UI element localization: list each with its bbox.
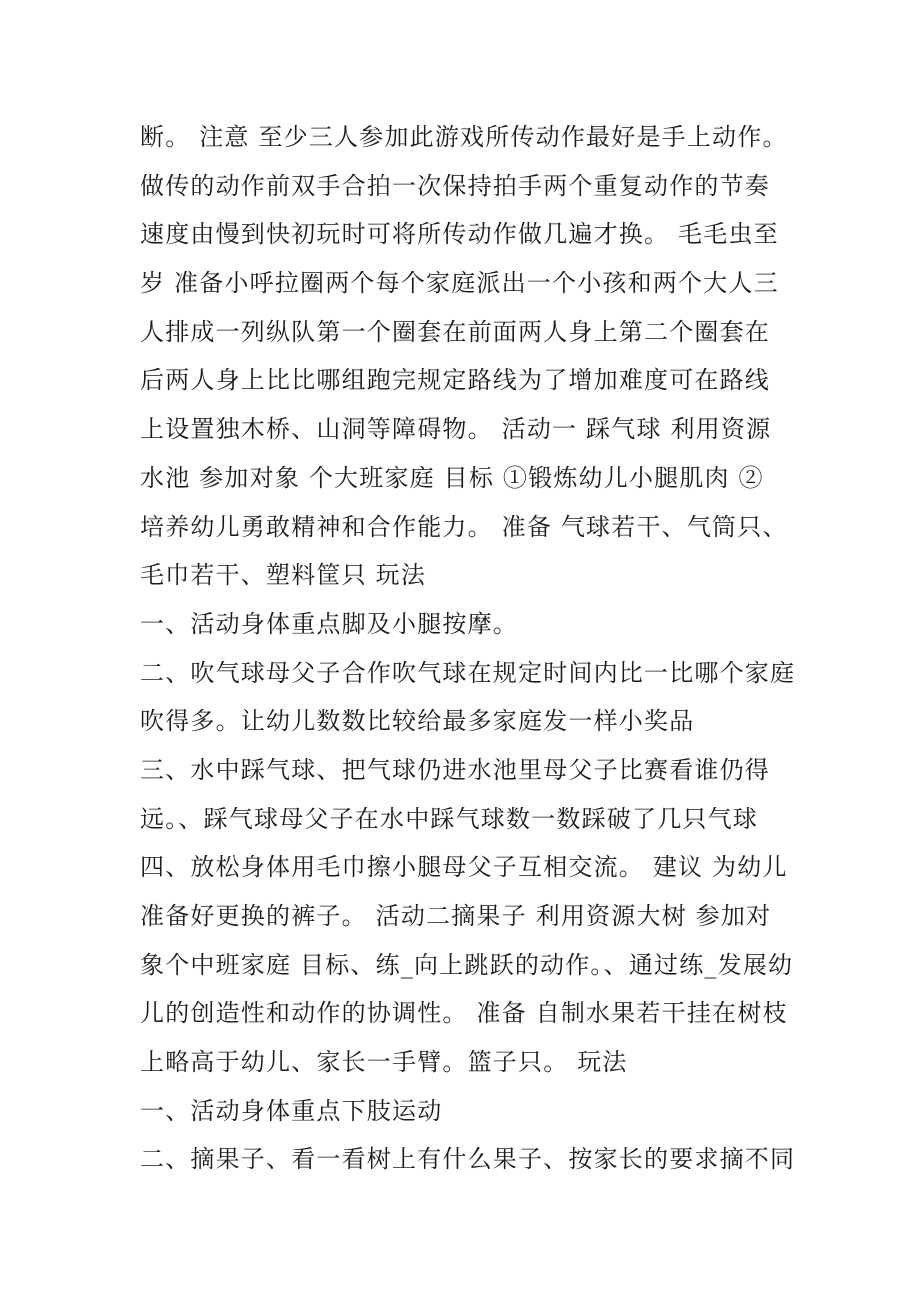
text-line: 上略高于幼儿、家长一手臂。篮子只。 玩法 <box>140 1048 628 1077</box>
text-line: 二、摘果子、看一看树上有什么果子、按家长的要求摘不同 <box>140 1145 796 1174</box>
text-line: 水池 参加对象 个大班家庭 目标 ①锻炼幼儿小腿肌肉 ② <box>140 463 764 492</box>
text-line: 做传的动作前双手合拍一次保持拍手两个重复动作的节奏 <box>140 171 770 200</box>
text-line: 远。、踩气球母父子在水中踩气球数一数踩破了几只气球 <box>140 804 758 833</box>
text-line: 准备好更换的裤子。 活动二摘果子 利用资源大树 参加对 <box>140 902 772 930</box>
text-line: 三、水中踩气球、把气球仍进水池里母父子比赛看谁仍得 <box>140 755 770 784</box>
text-line: 上设置独木桥、山洞等障碍物。 活动一 踩气球 利用资源 <box>140 415 772 444</box>
text-line: 一、活动身体重点下肢运动 <box>140 1096 443 1125</box>
text-line: 儿的创造性和动作的协调性。 准备 自制水果若干挂在树枝 <box>140 999 788 1028</box>
text-line: 一、活动身体重点脚及小腿按摩。 <box>140 609 518 638</box>
text-line: 培养幼儿勇敢精神和合作能力。 准备 气球若干、气筒只、 <box>140 512 788 541</box>
text-line: 二、吹气球母父子合作吹气球在规定时间内比一比哪个家庭 <box>140 658 796 687</box>
text-line: 毛巾若干、塑料筐只 玩法 <box>140 561 427 590</box>
document-body <box>140 113 810 1184</box>
text-line: 后两人身上比比哪组跑完规定路线为了增加难度可在路线 <box>140 366 770 395</box>
text-line: 四、放松身体用毛巾擦小腿母父子互相交流。 建议 为幼儿 <box>140 853 788 882</box>
text-line: 岁 准备小呼拉圈两个每个家庭派出一个小孩和两个大人三 <box>140 269 779 298</box>
text-line: 象个中班家庭 目标、练_向上跳跃的动作。、通过练_发展幼 <box>140 950 794 979</box>
text-line: 断。 注意 至少三人参加此游戏所传动作最好是手上动作。 <box>140 123 788 151</box>
text-line: 吹得多。让幼儿数数比较给最多家庭发一样小奖品 <box>140 707 695 736</box>
text-line: 速度由慢到快初玩时可将所传动作做几遍才换。 毛毛虫至 <box>140 220 779 249</box>
text-line: 人排成一列纵队第一个圈套在前面两人身上第二个圈套在 <box>140 317 770 346</box>
